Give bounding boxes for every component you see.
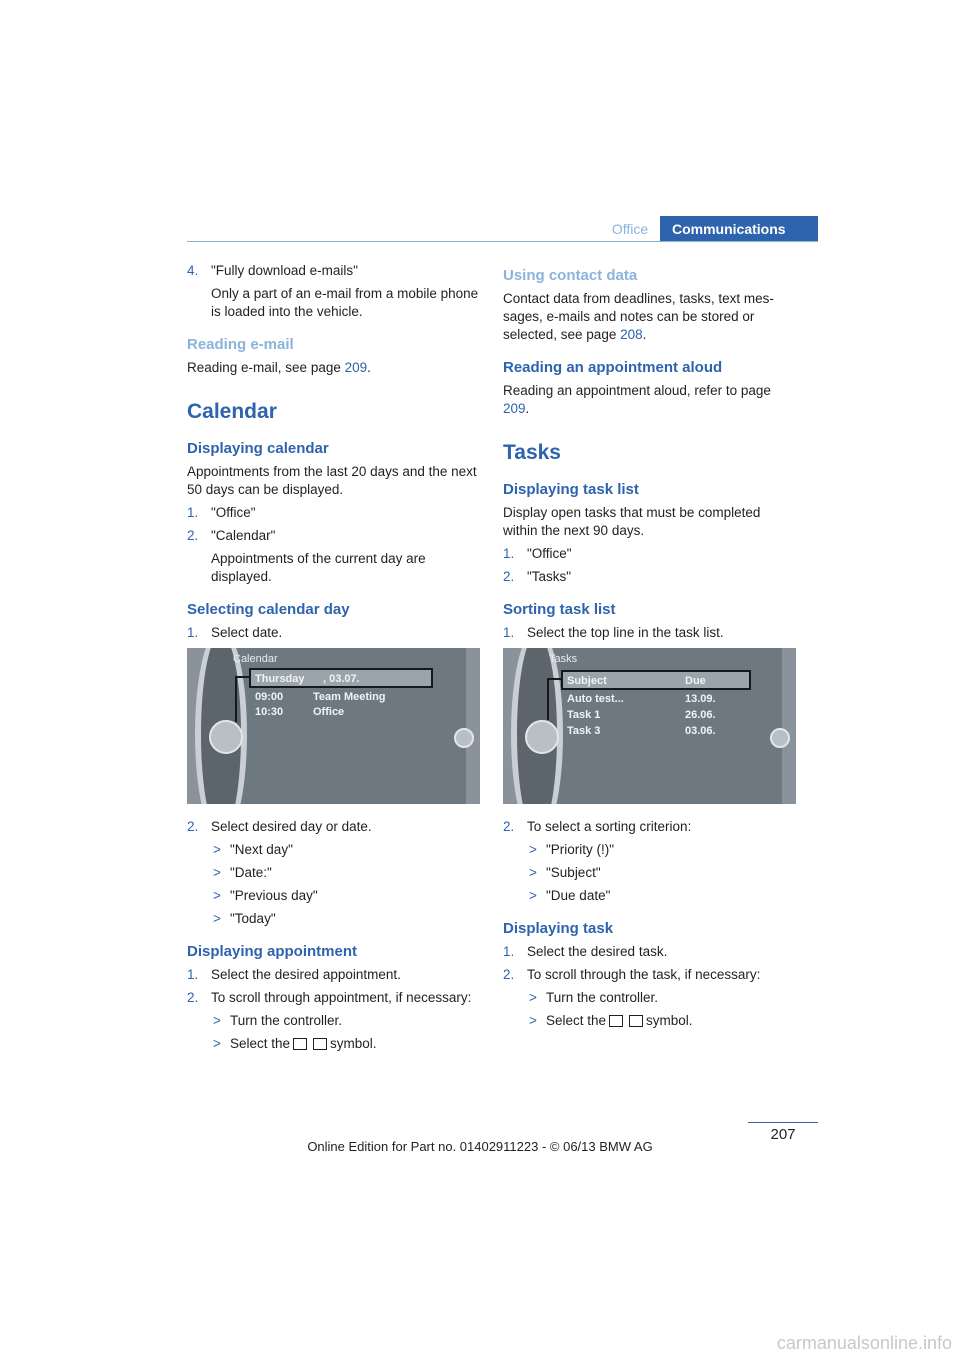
step-text: To scroll through the task, if necessary: [527, 967, 761, 982]
screen-row: Auto test... [567, 693, 624, 705]
tasks-heading: Tasks [503, 441, 561, 464]
header-section-label: Office [600, 216, 660, 242]
page-number: 207 [770, 1126, 796, 1143]
page-link[interactable]: 209 [503, 401, 526, 416]
bullet-item: > Turn the controller. [213, 1013, 343, 1028]
step-number: 2. [187, 990, 199, 1005]
bullet-marker: > [213, 1036, 221, 1051]
bullet-item: > "Subject" [529, 865, 601, 880]
reading-email-text: Reading e-mail, see page 209. [187, 360, 371, 375]
step-note: Appointments of the current day are displayed. [211, 551, 426, 584]
screen-row: , 03.07. [323, 673, 360, 685]
screen-row: Thursday [255, 673, 305, 685]
screen-title: Calendar [233, 653, 278, 665]
step-text: Select the top line in the task list. [527, 625, 724, 640]
page-number-rule [748, 1122, 818, 1123]
step-scroll-task [503, 966, 797, 984]
bullet-marker: > [529, 888, 537, 903]
screen-row: Office [313, 706, 345, 718]
reading-appointment-text: Reading an appointment aloud, refer to page 209. [503, 383, 771, 416]
step-number: 2. [503, 569, 515, 584]
bullet-item: > "Previous day" [213, 888, 318, 903]
sorting-heading: Sorting task list [503, 601, 616, 618]
screen-row: 13.09. [685, 693, 716, 705]
step-office [187, 504, 481, 522]
displaying-calendar-text: Appointments from the last 20 days and the next 50 days can be displayed. [187, 464, 477, 497]
bullet-marker: > [213, 1013, 221, 1028]
step-number: 1. [187, 625, 199, 640]
right-column [503, 262, 797, 1035]
bullet-item: > "Due date" [529, 888, 611, 903]
screen-title: Tasks [549, 653, 578, 665]
step-text: "Office" [211, 505, 256, 520]
page-link[interactable]: 208 [620, 327, 643, 342]
step-calendar [187, 527, 481, 545]
page-link[interactable]: 209 [344, 360, 368, 375]
step-text: "Office" [527, 546, 572, 561]
step-number: 1. [503, 546, 515, 561]
step-select-task [503, 943, 797, 961]
step-sort-criterion [503, 818, 797, 836]
bullet-marker: > [529, 842, 537, 857]
screen-row: Team Meeting [313, 691, 386, 703]
leader-line [547, 678, 563, 680]
reading-email-heading: Reading e-mail [187, 336, 294, 353]
contact-text: Contact data from deadlines, tasks, text mes-sages, e-mails and notes can be stored or selected, see page 208. [503, 291, 774, 342]
screen-row: 26.06. [685, 709, 716, 721]
step-text: Select the desired task. [527, 944, 668, 959]
leader-line [235, 676, 251, 678]
scroll-right-icon [629, 1015, 643, 1027]
bullet-marker: > [213, 888, 221, 903]
task-list-heading: Displaying task list [503, 481, 639, 498]
selecting-day-heading: Selecting calendar day [187, 601, 350, 618]
screen-row: Subject [567, 675, 607, 687]
screen-row: 10:30 [255, 706, 284, 718]
bullet-marker: > [213, 865, 221, 880]
bullet-marker: > [213, 842, 221, 857]
step-number: 1. [187, 967, 199, 982]
header-rule [187, 241, 818, 242]
watermark: carmanualsonline.info [776, 1333, 952, 1353]
step-select-appointment [187, 966, 481, 984]
bullet-marker: > [529, 865, 537, 880]
step-number: 2. [187, 528, 199, 543]
step-text: To select a sorting criterion: [527, 819, 692, 834]
bullet-item: > Select the symbol. [529, 1013, 693, 1028]
screen-row: Task 3 [567, 725, 601, 737]
step-number: 2. [503, 819, 515, 834]
step-office [503, 545, 797, 563]
step-fully-download [187, 262, 481, 280]
calendar-screenshot [187, 648, 480, 804]
scroll-left-icon [293, 1038, 307, 1050]
controller-knob [209, 720, 243, 754]
step-text: "Fully download e-mails" [211, 263, 358, 278]
step-number: 1. [503, 625, 515, 640]
step-scroll-appointment [187, 989, 481, 1007]
displaying-task-heading: Displaying task [503, 920, 614, 937]
leader-line [235, 676, 237, 722]
step-number: 2. [187, 819, 199, 834]
bullet-marker: > [529, 990, 537, 1005]
options-button-icon [770, 728, 790, 748]
reading-appointment-heading: Reading an appointment aloud [503, 359, 723, 376]
controller-knob [525, 720, 559, 754]
calendar-heading: Calendar [187, 400, 277, 423]
plus-button-icon [454, 728, 474, 748]
screen-row: 09:00 [255, 691, 284, 703]
bullet-item: > "Next day" [213, 842, 293, 857]
task-list-text: Display open tasks that must be completed within the next 90 days. [503, 505, 761, 538]
step-number: 4. [187, 263, 199, 278]
step-text: "Calendar" [211, 528, 276, 543]
displaying-appointment-heading: Displaying appointment [187, 943, 358, 960]
bullet-item: > Turn the controller. [529, 990, 659, 1005]
step-select-top-line [503, 624, 797, 642]
tasks-screenshot [503, 648, 796, 804]
leader-line [547, 678, 549, 720]
displaying-calendar-heading: Displaying calendar [187, 440, 329, 457]
step-text: "Tasks" [527, 569, 572, 584]
scroll-left-icon [609, 1015, 623, 1027]
scroll-right-icon [313, 1038, 327, 1050]
bullet-item: > Select the symbol. [213, 1036, 377, 1051]
using-contact-heading: Using contact data [503, 267, 638, 284]
bullet-item: > "Priority (!)" [529, 842, 615, 857]
bullet-marker: > [213, 911, 221, 926]
step-text: Select the desired appointment. [211, 967, 401, 982]
bullet-item: > "Today" [213, 911, 276, 926]
step-number: 2. [503, 967, 515, 982]
step-number: 1. [187, 505, 199, 520]
bullet-marker: > [529, 1013, 537, 1028]
bullet-item: > "Date:" [213, 865, 272, 880]
step-select-date [187, 624, 481, 642]
step-tasks [503, 568, 797, 586]
screen-row: 03.06. [685, 725, 716, 737]
step-text: To scroll through appointment, if necessary: [211, 990, 472, 1005]
step-note: Only a part of an e-mail from a mobile phone is loaded into the vehicle. [211, 286, 479, 319]
step-text: Select date. [211, 625, 283, 640]
screen-row: Task 1 [567, 709, 601, 721]
screen-row: Due [685, 675, 706, 687]
left-column [187, 262, 481, 1058]
footer-text: Online Edition for Part no. 01402911223 - © 06/13 BMW AG [307, 1139, 653, 1154]
step-number: 1. [503, 944, 515, 959]
step-text: Select desired day or date. [211, 819, 372, 834]
header-chapter-tab: Communications [660, 216, 818, 242]
step-select-day [187, 818, 481, 836]
